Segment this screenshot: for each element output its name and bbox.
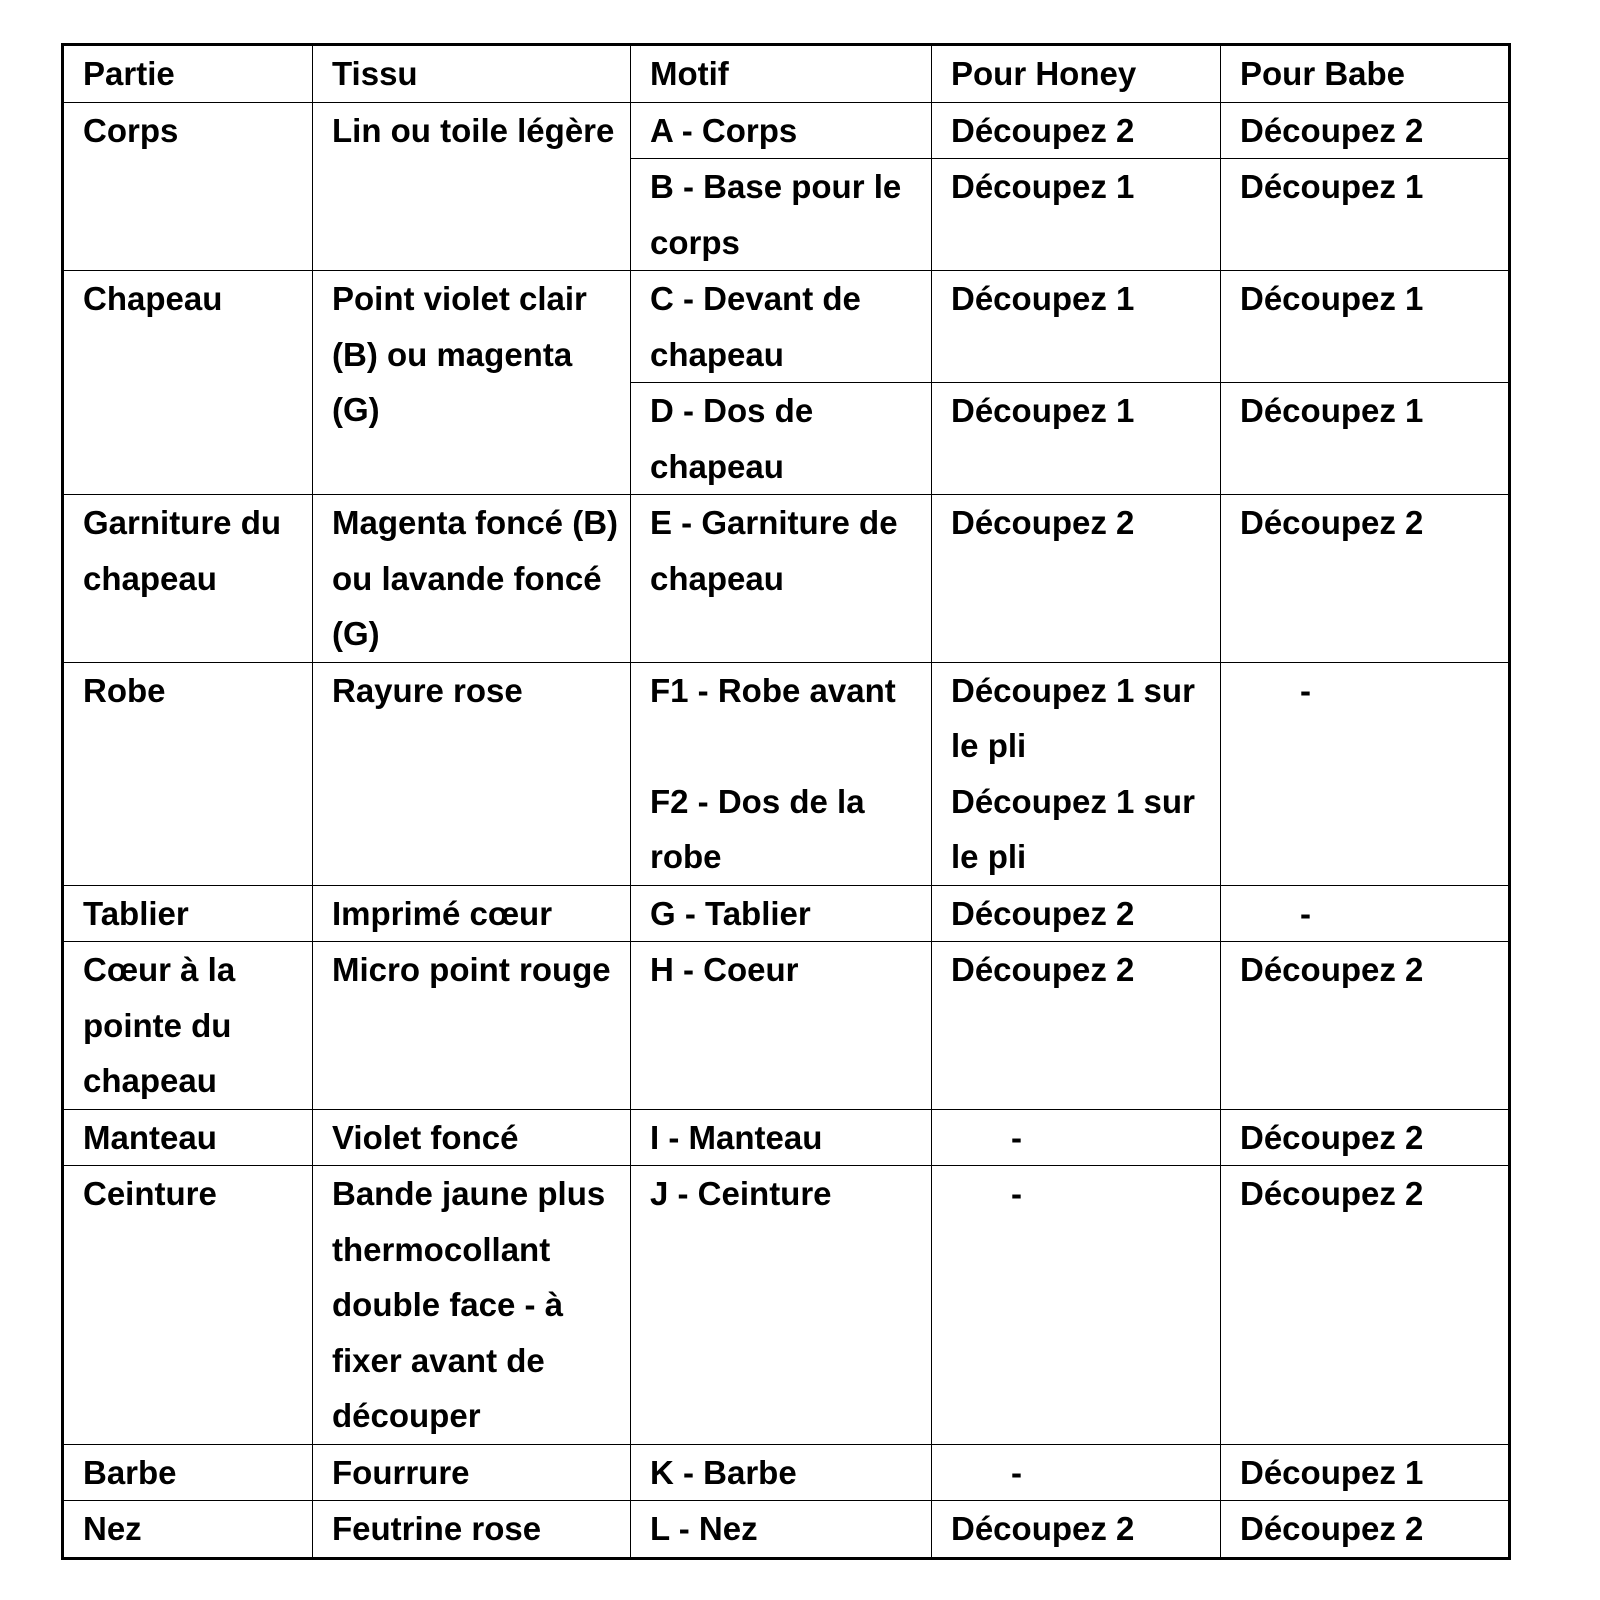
header-motif: Motif	[631, 45, 932, 103]
cell-honey	[932, 1444, 1221, 1501]
cell-partie: Corps	[63, 102, 313, 271]
cell-honey: Découpez 2	[932, 942, 1221, 1110]
cell-honey: Découpez 2	[932, 1501, 1221, 1559]
table-row	[63, 1166, 1510, 1445]
cell-tissu: Point violet clair (B) ou magenta (G)	[313, 271, 631, 495]
cell-motif: G - Tablier	[631, 885, 932, 942]
dash-mark: -	[1300, 894, 1311, 932]
cell-honey: Découpez 1	[932, 271, 1221, 383]
table-header	[63, 45, 1510, 103]
cell-tissu: Feutrine rose	[313, 1501, 631, 1559]
cell-motif: J - Ceinture	[631, 1166, 932, 1445]
table-row	[63, 1109, 1510, 1166]
cell-honey: Découpez 2	[932, 885, 1221, 942]
cell-tissu: Magenta foncé (B) ou lavande foncé (G)	[313, 495, 631, 663]
cell-tissu: Micro point rouge	[313, 942, 631, 1110]
honey-line-2: Découpez 1 sur le pli	[951, 782, 1195, 875]
cell-honey: Découpez 1	[932, 159, 1221, 271]
cell-motif: D - Dos de chapeau	[631, 383, 932, 495]
cell-partie: Barbe	[63, 1444, 313, 1501]
cell-partie: Nez	[63, 1501, 313, 1559]
table-row	[63, 495, 1510, 663]
cell-motif: A - Corps	[631, 102, 932, 159]
cell-partie: Manteau	[63, 1109, 313, 1166]
cell-babe: Découpez 2	[1221, 1501, 1510, 1559]
motif-spacer	[650, 718, 923, 774]
cell-motif: C - Devant de chapeau	[631, 271, 932, 383]
cell-partie: Ceinture	[63, 1166, 313, 1445]
dash-mark: -	[1011, 1118, 1022, 1156]
cell-tissu: Lin ou toile légère	[313, 102, 631, 271]
cell-partie: Garniture du chapeau	[63, 495, 313, 663]
motif-line-2: F2 - Dos de la robe	[650, 782, 865, 875]
header-tissu: Tissu	[313, 45, 631, 103]
table-row	[63, 942, 1510, 1110]
cell-partie: Cœur à la pointe du chapeau	[63, 942, 313, 1110]
cell-honey: Découpez 1	[932, 383, 1221, 495]
cell-tissu: Fourrure	[313, 1444, 631, 1501]
header-partie: Partie	[63, 45, 313, 103]
cell-babe: Découpez 1	[1221, 271, 1510, 383]
cell-babe	[1221, 885, 1510, 942]
cell-motif: K - Barbe	[631, 1444, 932, 1501]
honey-line-1: Découpez 1 sur le pli	[951, 671, 1195, 764]
cell-tissu: Imprimé cœur	[313, 885, 631, 942]
table-body	[63, 102, 1510, 1558]
cell-tissu: Rayure rose	[313, 662, 631, 885]
cell-tissu: Bande jaune plus thermocollant double face - à fixer avant de découper	[313, 1166, 631, 1445]
cell-babe: Découpez 2	[1221, 1109, 1510, 1166]
cell-babe: Découpez 2	[1221, 1166, 1510, 1445]
dash-mark: -	[1300, 671, 1311, 709]
header-row	[63, 45, 1510, 103]
cell-honey	[932, 662, 1221, 885]
cell-babe: Découpez 2	[1221, 942, 1510, 1110]
cell-motif: B - Base pour le corps	[631, 159, 932, 271]
cell-motif: I - Manteau	[631, 1109, 932, 1166]
cell-motif: L - Nez	[631, 1501, 932, 1559]
table-row	[63, 1501, 1510, 1559]
cell-honey: Découpez 2	[932, 495, 1221, 663]
cell-motif	[631, 662, 932, 885]
table-row	[63, 102, 1510, 159]
cell-tissu: Violet foncé	[313, 1109, 631, 1166]
dash-mark: -	[1011, 1175, 1022, 1212]
dash-mark: -	[1011, 1453, 1022, 1491]
table-row	[63, 885, 1510, 942]
table-row	[63, 271, 1510, 383]
document-page	[61, 43, 1511, 1560]
cell-honey	[932, 1166, 1221, 1445]
cutting-table	[61, 43, 1511, 1560]
cell-motif: E - Garniture de chapeau	[631, 495, 932, 663]
header-pour-honey: Pour Honey	[932, 45, 1221, 103]
motif-line-1: F1 - Robe avant	[650, 671, 896, 709]
cell-partie: Chapeau	[63, 271, 313, 495]
table-row	[63, 1444, 1510, 1501]
cell-partie: Robe	[63, 662, 313, 885]
cell-babe	[1221, 662, 1510, 885]
header-pour-babe: Pour Babe	[1221, 45, 1510, 103]
table-row	[63, 662, 1510, 885]
cell-babe: Découpez 1	[1221, 1444, 1510, 1501]
cell-babe: Découpez 1	[1221, 383, 1510, 495]
cell-babe: Découpez 1	[1221, 159, 1510, 271]
cell-partie: Tablier	[63, 885, 313, 942]
cell-babe: Découpez 2	[1221, 495, 1510, 663]
cell-motif: H - Coeur	[631, 942, 932, 1110]
cell-babe: Découpez 2	[1221, 102, 1510, 159]
cell-honey	[932, 1109, 1221, 1166]
cell-honey: Découpez 2	[932, 102, 1221, 159]
